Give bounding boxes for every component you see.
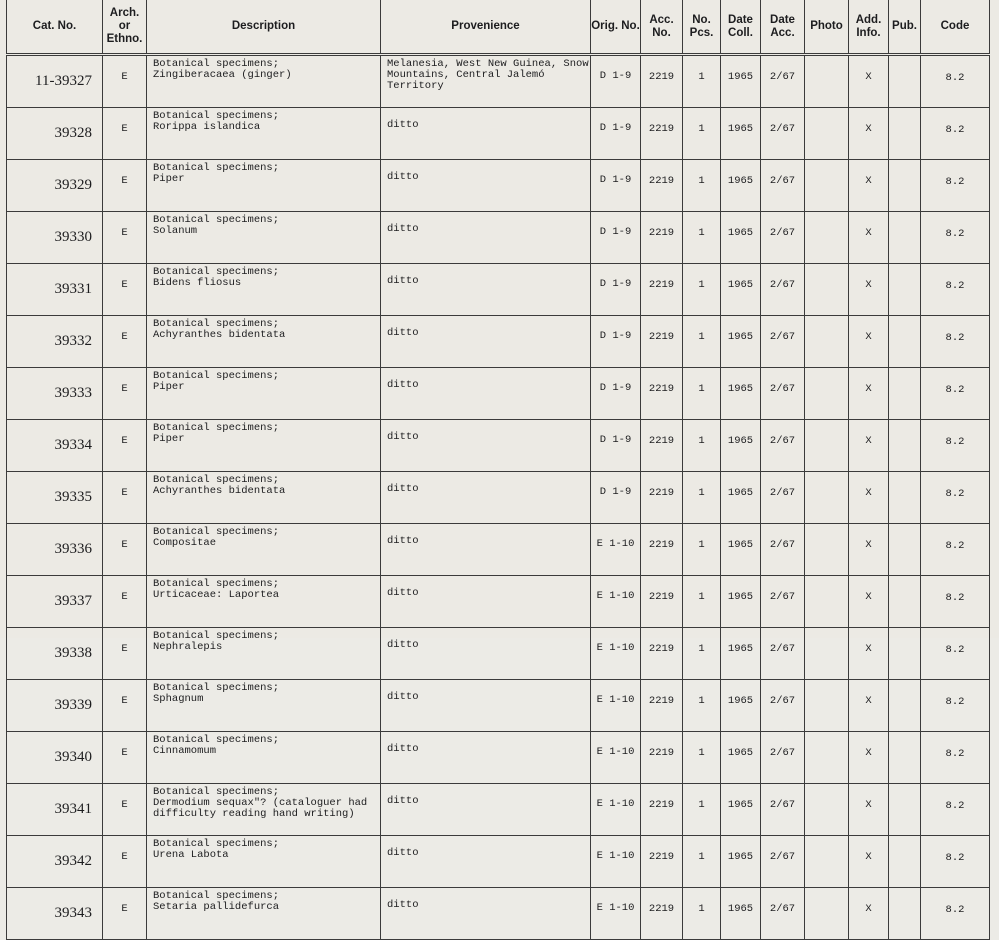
acc-no-cell: 2219 [641, 576, 683, 628]
cat-no-cell: 39335 [7, 472, 103, 524]
code-cell: 8.2 [921, 576, 990, 628]
cat-no-cell: 39337 [7, 576, 103, 628]
header-pub: Pub. [889, 0, 921, 55]
arch-ethno-cell: E [103, 264, 147, 316]
acc-no-cell: 2219 [641, 628, 683, 680]
header-cat-no: Cat. No. [7, 0, 103, 55]
description-cell [147, 680, 381, 732]
no-pcs-cell: 1 [683, 368, 721, 420]
cat-no-cell: 11-39327 [7, 55, 103, 108]
description-line-1: Botanical specimens; [153, 110, 280, 122]
code-cell: 8.2 [921, 212, 990, 264]
no-pcs-cell: 1 [683, 524, 721, 576]
catalog-rows [7, 55, 990, 940]
description-line-2: Setaria pallidefurca [153, 901, 280, 913]
table-row [7, 784, 990, 836]
photo-cell [805, 680, 849, 732]
photo-cell [805, 108, 849, 160]
date-acc-cell: 2/67 [761, 836, 805, 888]
cat-no-cell: 39332 [7, 316, 103, 368]
table-row [7, 524, 990, 576]
table-row [7, 368, 990, 420]
cat-no-cell: 39328 [7, 108, 103, 160]
description-line-1: Botanical specimens; [153, 370, 280, 382]
table-row [7, 160, 990, 212]
description-cell [147, 524, 381, 576]
add-info-cell: X [849, 732, 889, 784]
date-coll-cell: 1965 [721, 420, 761, 472]
add-info-cell: X [849, 836, 889, 888]
cat-no-cell: 39334 [7, 420, 103, 472]
description-line-1: Botanical specimens; [153, 474, 280, 486]
no-pcs-cell: 1 [683, 264, 721, 316]
pub-cell [889, 472, 921, 524]
acc-no-cell: 2219 [641, 316, 683, 368]
date-acc-cell: 2/67 [761, 368, 805, 420]
pub-cell [889, 836, 921, 888]
acc-no-cell: 2219 [641, 888, 683, 940]
description-line-2: Solanum [153, 225, 198, 237]
date-coll-cell: 1965 [721, 784, 761, 836]
pub-cell [889, 628, 921, 680]
date-coll-cell: 1965 [721, 316, 761, 368]
arch-ethno-cell: E [103, 55, 147, 108]
acc-no-cell: 2219 [641, 55, 683, 108]
table-row [7, 108, 990, 160]
provenience-cell: ditto [381, 888, 591, 940]
no-pcs-cell: 1 [683, 160, 721, 212]
date-acc-cell: 2/67 [761, 784, 805, 836]
cat-no-cell: 39342 [7, 836, 103, 888]
description-line-1: Botanical specimens; [153, 890, 280, 902]
orig-no-cell: D 1-9 [591, 316, 641, 368]
description-line-2: Piper [153, 381, 185, 393]
orig-no-cell: D 1-9 [591, 212, 641, 264]
pub-cell [889, 264, 921, 316]
cat-no-cell: 39339 [7, 680, 103, 732]
table-row [7, 732, 990, 784]
description-line-2: Compositae [153, 537, 217, 549]
provenience-cell: ditto [381, 420, 591, 472]
acc-no-cell: 2219 [641, 732, 683, 784]
arch-ethno-cell: E [103, 888, 147, 940]
description-line-2: Bidens fliosus [153, 277, 242, 289]
acc-no-cell: 2219 [641, 420, 683, 472]
pub-cell [889, 420, 921, 472]
code-cell: 8.2 [921, 368, 990, 420]
header-acc-no: Acc. No. [641, 0, 683, 55]
table-row [7, 212, 990, 264]
no-pcs-cell: 1 [683, 576, 721, 628]
arch-ethno-cell: E [103, 108, 147, 160]
code-cell: 8.2 [921, 316, 990, 368]
header-row [7, 0, 990, 55]
no-pcs-cell: 1 [683, 420, 721, 472]
date-acc-cell: 2/67 [761, 680, 805, 732]
orig-no-cell: E 1-10 [591, 680, 641, 732]
date-coll-cell: 1965 [721, 212, 761, 264]
acc-no-cell: 2219 [641, 160, 683, 212]
pub-cell [889, 576, 921, 628]
description-line-2: Achyranthes bidentata [153, 329, 286, 341]
no-pcs-cell: 1 [683, 628, 721, 680]
no-pcs-cell: 1 [683, 212, 721, 264]
orig-no-cell: D 1-9 [591, 108, 641, 160]
add-info-cell: X [849, 420, 889, 472]
pub-cell [889, 316, 921, 368]
description-line-1: Botanical specimens; [153, 682, 280, 694]
description-line-1: Botanical specimens; [153, 162, 280, 174]
description-cell [147, 784, 381, 836]
description-line-1: Botanical specimens; [153, 734, 280, 746]
acc-no-cell: 2219 [641, 784, 683, 836]
provenience-cell: ditto [381, 628, 591, 680]
add-info-cell: X [849, 888, 889, 940]
description-line-2: Zingiberacaea (ginger) [153, 69, 292, 81]
photo-cell [805, 55, 849, 108]
header-description: Description [147, 0, 381, 55]
cat-no-cell: 39336 [7, 524, 103, 576]
cat-no-cell: 39333 [7, 368, 103, 420]
photo-cell [805, 888, 849, 940]
description-cell [147, 576, 381, 628]
cat-no-cell: 39329 [7, 160, 103, 212]
arch-ethno-cell: E [103, 576, 147, 628]
header-date-acc: Date Acc. [761, 0, 805, 55]
orig-no-cell: E 1-10 [591, 784, 641, 836]
code-cell: 8.2 [921, 888, 990, 940]
table-row [7, 264, 990, 316]
photo-cell [805, 212, 849, 264]
pub-cell [889, 524, 921, 576]
description-line-1: Botanical specimens; [153, 630, 280, 642]
date-coll-cell: 1965 [721, 888, 761, 940]
add-info-cell: X [849, 524, 889, 576]
date-acc-cell: 2/67 [761, 576, 805, 628]
add-info-cell: X [849, 576, 889, 628]
description-line-2: Piper [153, 433, 185, 445]
provenience-cell: ditto [381, 160, 591, 212]
date-coll-cell: 1965 [721, 108, 761, 160]
provenience-cell: ditto [381, 680, 591, 732]
date-acc-cell: 2/67 [761, 888, 805, 940]
code-cell: 8.2 [921, 836, 990, 888]
date-acc-cell: 2/67 [761, 212, 805, 264]
description-cell [147, 888, 381, 940]
header-code: Code [921, 0, 990, 55]
date-acc-cell: 2/67 [761, 160, 805, 212]
description-line-1: Botanical specimens; [153, 578, 280, 590]
photo-cell [805, 576, 849, 628]
arch-ethno-cell: E [103, 628, 147, 680]
no-pcs-cell: 1 [683, 55, 721, 108]
table-row [7, 316, 990, 368]
date-acc-cell: 2/67 [761, 732, 805, 784]
description-cell [147, 836, 381, 888]
pub-cell [889, 55, 921, 108]
description-cell [147, 368, 381, 420]
pub-cell [889, 368, 921, 420]
add-info-cell: X [849, 316, 889, 368]
table-row [7, 888, 990, 940]
no-pcs-cell: 1 [683, 888, 721, 940]
no-pcs-cell: 1 [683, 680, 721, 732]
date-acc-cell: 2/67 [761, 524, 805, 576]
pub-cell [889, 108, 921, 160]
table-row [7, 55, 990, 108]
add-info-cell: X [849, 368, 889, 420]
code-cell: 8.2 [921, 55, 990, 108]
header-orig-no: Orig. No. [591, 0, 641, 55]
add-info-cell: X [849, 160, 889, 212]
date-acc-cell: 2/67 [761, 108, 805, 160]
add-info-cell: X [849, 680, 889, 732]
table-row [7, 420, 990, 472]
date-coll-cell: 1965 [721, 264, 761, 316]
date-coll-cell: 1965 [721, 628, 761, 680]
code-cell: 8.2 [921, 784, 990, 836]
provenience-cell: Melanesia, West New Guinea, Snow Mountains, Central Jalemó Territory [381, 55, 591, 108]
arch-ethno-cell: E [103, 472, 147, 524]
pub-cell [889, 784, 921, 836]
description-cell [147, 55, 381, 108]
catalog-table [6, 0, 990, 940]
description-line-1: Botanical specimens; [153, 526, 280, 538]
orig-no-cell: D 1-9 [591, 420, 641, 472]
header-arch-ethno: Arch. or Ethno. [103, 0, 147, 55]
code-cell: 8.2 [921, 264, 990, 316]
description-cell [147, 732, 381, 784]
date-acc-cell: 2/67 [761, 472, 805, 524]
code-cell: 8.2 [921, 732, 990, 784]
description-line-1: Botanical specimens; [153, 58, 280, 70]
add-info-cell: X [849, 472, 889, 524]
date-coll-cell: 1965 [721, 160, 761, 212]
pub-cell [889, 160, 921, 212]
provenience-cell: ditto [381, 836, 591, 888]
header-provenience: Provenience [381, 0, 591, 55]
header-photo: Photo [805, 0, 849, 55]
header-add-info: Add. Info. [849, 0, 889, 55]
no-pcs-cell: 1 [683, 836, 721, 888]
description-line-1: Botanical specimens; [153, 214, 280, 226]
code-cell: 8.2 [921, 680, 990, 732]
cat-no-cell: 39338 [7, 628, 103, 680]
code-cell: 8.2 [921, 420, 990, 472]
acc-no-cell: 2219 [641, 680, 683, 732]
cat-no-cell: 39330 [7, 212, 103, 264]
cat-no-cell: 39340 [7, 732, 103, 784]
add-info-cell: X [849, 784, 889, 836]
photo-cell [805, 628, 849, 680]
header-no-pcs: No. Pcs. [683, 0, 721, 55]
date-acc-cell: 2/67 [761, 264, 805, 316]
description-line-1: Botanical specimens; [153, 318, 280, 330]
photo-cell [805, 732, 849, 784]
provenience-cell: ditto [381, 576, 591, 628]
date-coll-cell: 1965 [721, 472, 761, 524]
description-line-1: Botanical specimens; [153, 838, 280, 850]
description-cell [147, 316, 381, 368]
acc-no-cell: 2219 [641, 264, 683, 316]
no-pcs-cell: 1 [683, 784, 721, 836]
provenience-cell: ditto [381, 264, 591, 316]
photo-cell [805, 368, 849, 420]
description-cell [147, 212, 381, 264]
description-cell [147, 628, 381, 680]
acc-no-cell: 2219 [641, 108, 683, 160]
arch-ethno-cell: E [103, 316, 147, 368]
orig-no-cell: E 1-10 [591, 628, 641, 680]
date-coll-cell: 1965 [721, 732, 761, 784]
add-info-cell: X [849, 108, 889, 160]
code-cell: 8.2 [921, 524, 990, 576]
photo-cell [805, 264, 849, 316]
date-coll-cell: 1965 [721, 368, 761, 420]
description-line-2: Cinnamomum [153, 745, 217, 757]
photo-cell [805, 524, 849, 576]
header-date-coll: Date Coll. [721, 0, 761, 55]
acc-no-cell: 2219 [641, 212, 683, 264]
provenience-cell: ditto [381, 368, 591, 420]
acc-no-cell: 2219 [641, 368, 683, 420]
arch-ethno-cell: E [103, 524, 147, 576]
description-line-2: Nephralepis [153, 641, 223, 653]
description-line-2: Achyranthes bidentata [153, 485, 286, 497]
photo-cell [805, 784, 849, 836]
orig-no-cell: E 1-10 [591, 576, 641, 628]
arch-ethno-cell: E [103, 680, 147, 732]
provenience-cell: ditto [381, 108, 591, 160]
no-pcs-cell: 1 [683, 108, 721, 160]
acc-no-cell: 2219 [641, 836, 683, 888]
cat-no-cell: 39341 [7, 784, 103, 836]
photo-cell [805, 836, 849, 888]
code-cell: 8.2 [921, 472, 990, 524]
provenience-cell: ditto [381, 212, 591, 264]
table-row [7, 628, 990, 680]
table-row [7, 680, 990, 732]
description-cell [147, 108, 381, 160]
code-cell: 8.2 [921, 108, 990, 160]
date-acc-cell: 2/67 [761, 420, 805, 472]
orig-no-cell: D 1-9 [591, 472, 641, 524]
arch-ethno-cell: E [103, 212, 147, 264]
add-info-cell: X [849, 628, 889, 680]
description-line-2: Dermodium sequax"? (cataloguer had difficulty reading hand writing) [153, 797, 368, 820]
acc-no-cell: 2219 [641, 524, 683, 576]
pub-cell [889, 212, 921, 264]
orig-no-cell: E 1-10 [591, 836, 641, 888]
acc-no-cell: 2219 [641, 472, 683, 524]
provenience-cell: ditto [381, 472, 591, 524]
code-cell: 8.2 [921, 628, 990, 680]
date-coll-cell: 1965 [721, 836, 761, 888]
date-acc-cell: 2/67 [761, 316, 805, 368]
description-line-1: Botanical specimens; [153, 422, 280, 434]
description-line-1: Botanical specimens; [153, 786, 280, 798]
date-acc-cell: 2/67 [761, 628, 805, 680]
orig-no-cell: E 1-10 [591, 732, 641, 784]
pub-cell [889, 680, 921, 732]
provenience-cell: ditto [381, 524, 591, 576]
no-pcs-cell: 1 [683, 732, 721, 784]
photo-cell [805, 316, 849, 368]
arch-ethno-cell: E [103, 784, 147, 836]
orig-no-cell: D 1-9 [591, 264, 641, 316]
table-row [7, 472, 990, 524]
date-coll-cell: 1965 [721, 524, 761, 576]
description-cell [147, 472, 381, 524]
table-row [7, 836, 990, 888]
date-coll-cell: 1965 [721, 576, 761, 628]
description-cell [147, 264, 381, 316]
table-row [7, 576, 990, 628]
code-cell: 8.2 [921, 160, 990, 212]
arch-ethno-cell: E [103, 368, 147, 420]
provenience-cell: ditto [381, 316, 591, 368]
add-info-cell: X [849, 55, 889, 108]
no-pcs-cell: 1 [683, 316, 721, 368]
no-pcs-cell: 1 [683, 472, 721, 524]
date-acc-cell: 2/67 [761, 55, 805, 108]
arch-ethno-cell: E [103, 732, 147, 784]
description-cell [147, 160, 381, 212]
date-coll-cell: 1965 [721, 55, 761, 108]
photo-cell [805, 472, 849, 524]
cat-no-cell: 39331 [7, 264, 103, 316]
pub-cell [889, 888, 921, 940]
orig-no-cell: E 1-10 [591, 524, 641, 576]
provenience-cell: ditto [381, 784, 591, 836]
provenience-cell: ditto [381, 732, 591, 784]
cat-no-cell: 39343 [7, 888, 103, 940]
orig-no-cell: D 1-9 [591, 368, 641, 420]
orig-no-cell: D 1-9 [591, 55, 641, 108]
arch-ethno-cell: E [103, 836, 147, 888]
description-cell [147, 420, 381, 472]
pub-cell [889, 732, 921, 784]
arch-ethno-cell: E [103, 160, 147, 212]
description-line-2: Piper [153, 173, 185, 185]
orig-no-cell: E 1-10 [591, 888, 641, 940]
photo-cell [805, 420, 849, 472]
description-line-2: Sphagnum [153, 693, 204, 705]
description-line-2: Rorippa islandica [153, 121, 261, 133]
add-info-cell: X [849, 264, 889, 316]
add-info-cell: X [849, 212, 889, 264]
description-line-1: Botanical specimens; [153, 266, 280, 278]
orig-no-cell: D 1-9 [591, 160, 641, 212]
description-line-2: Urena Labota [153, 849, 229, 861]
photo-cell [805, 160, 849, 212]
description-line-2: Urticaceae: Laportea [153, 589, 280, 601]
arch-ethno-cell: E [103, 420, 147, 472]
date-coll-cell: 1965 [721, 680, 761, 732]
